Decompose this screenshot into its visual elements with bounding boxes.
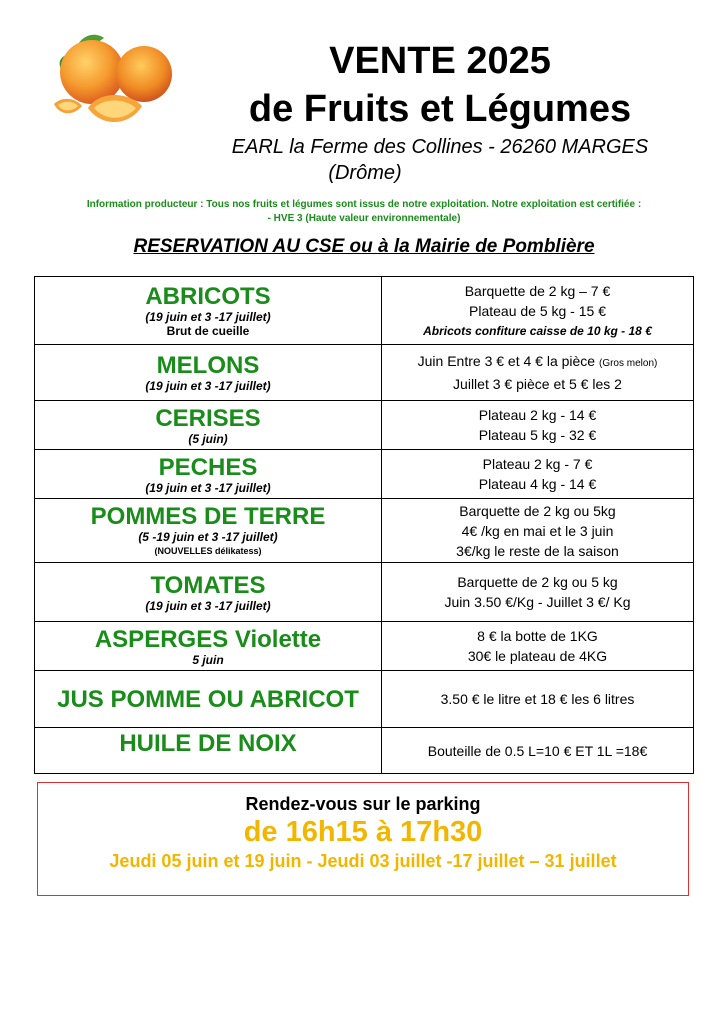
product-note: (NOUVELLES délikatess) <box>154 546 262 556</box>
table-row <box>35 622 694 671</box>
price-line-bold: Abricots confiture caisse de 10 kg - 18 € <box>423 323 652 338</box>
product-date: (19 juin et 3 -17 juillet) <box>145 598 271 613</box>
price-main: Juin Entre 3 € et 4 € la pièce <box>417 353 596 369</box>
product-date: 5 juin <box>192 652 224 667</box>
producer-info-line-2: - HVE 3 (Haute valeur environnementale) <box>267 213 461 224</box>
product-name: ABRICOTS <box>145 283 271 310</box>
farm-name: EARL la Ferme des Collines - 26260 MARGES <box>231 136 649 158</box>
product-date: (19 juin et 3 -17 juillet) <box>145 480 271 495</box>
product-name: JUS POMME OU ABRICOT <box>57 685 359 713</box>
product-name: HUILE DE NOIX <box>119 730 297 757</box>
price-note: (Gros melon) <box>598 358 658 369</box>
product-date: (5 juin) <box>188 431 228 446</box>
table-row <box>35 277 694 345</box>
price-line: Barquette de 2 kg ou 5 kg <box>457 574 618 590</box>
product-name: POMMES DE TERRE <box>90 503 326 530</box>
table-row <box>35 401 694 450</box>
price-line: Plateau de 5 kg - 15 € <box>469 302 606 319</box>
product-name: TOMATES <box>150 571 266 599</box>
peach-icon <box>48 26 178 132</box>
table-row <box>35 728 694 774</box>
price-line: Plateau 2 kg - 7 € <box>482 456 593 472</box>
table-row <box>35 671 694 728</box>
product-name: ASPERGES Violette <box>94 625 322 653</box>
price-line: Juillet 3 € pièce et 5 € les 2 <box>453 376 622 392</box>
table-row <box>35 450 694 499</box>
rendezvous-dates: Jeudi 05 juin et 19 juin - Jeudi 03 juillet -17 juillet – 31 juillet <box>109 851 617 871</box>
table-row <box>35 499 694 563</box>
price-line: Plateau 5 kg - 32 € <box>478 427 597 443</box>
price-line: Barquette de 2 kg – 7 € <box>464 282 611 299</box>
price-line: Plateau 2 kg - 14 € <box>478 407 597 423</box>
price-line: Plateau 4 kg - 14 € <box>478 476 597 492</box>
rendezvous-hours: de 16h15 à 17h30 <box>243 816 483 848</box>
product-date: (5 -19 juin et 3 -17 juillet) <box>138 530 278 544</box>
products-table <box>34 276 694 774</box>
price-line: 4€ /kg en mai et le 3 juin <box>461 522 614 539</box>
product-name: MELONS <box>156 352 260 379</box>
reservation-heading: RESERVATION AU CSE ou à la Mairie de Pomblière <box>133 236 595 257</box>
product-date: (19 juin et 3 -17 juillet) <box>145 379 271 393</box>
table-row <box>35 563 694 622</box>
rendezvous-box <box>37 782 689 896</box>
price-line: Juin 3.50 €/Kg - Juillet 3 €/ Kg <box>444 594 631 610</box>
price-line: 8 € la botte de 1KG <box>477 628 598 644</box>
producer-info-line-1: Information producteur : Tous nos fruits et légumes sont issus de notre exploitation. Notre exploitation est certifiée : <box>86 199 642 210</box>
table-row <box>35 345 694 401</box>
price-line <box>382 351 693 374</box>
price-line: 3€/kg le reste de la saison <box>456 542 619 559</box>
title-line-2: de Fruits et Légumes <box>248 88 632 130</box>
price-line: 3.50 € le litre et 18 € les 6 litres <box>440 691 635 707</box>
price-line: Bouteille de 0.5 L=10 € ET 1L =18€ <box>427 742 648 759</box>
product-name: CERISES <box>155 404 261 432</box>
title-line-1: VENTE 2025 <box>329 40 551 82</box>
price-line: Barquette de 2 kg ou 5kg <box>459 502 616 519</box>
product-note: Brut de cueille <box>166 324 250 338</box>
price-line: 30€ le plateau de 4KG <box>467 648 608 664</box>
product-name: PECHES <box>158 453 258 481</box>
product-date: (19 juin et 3 -17 juillet) <box>145 310 271 324</box>
farm-region: (Drôme) <box>328 162 402 184</box>
producer-info <box>40 198 688 226</box>
rendezvous-title: Rendez-vous sur le parking <box>245 794 481 814</box>
